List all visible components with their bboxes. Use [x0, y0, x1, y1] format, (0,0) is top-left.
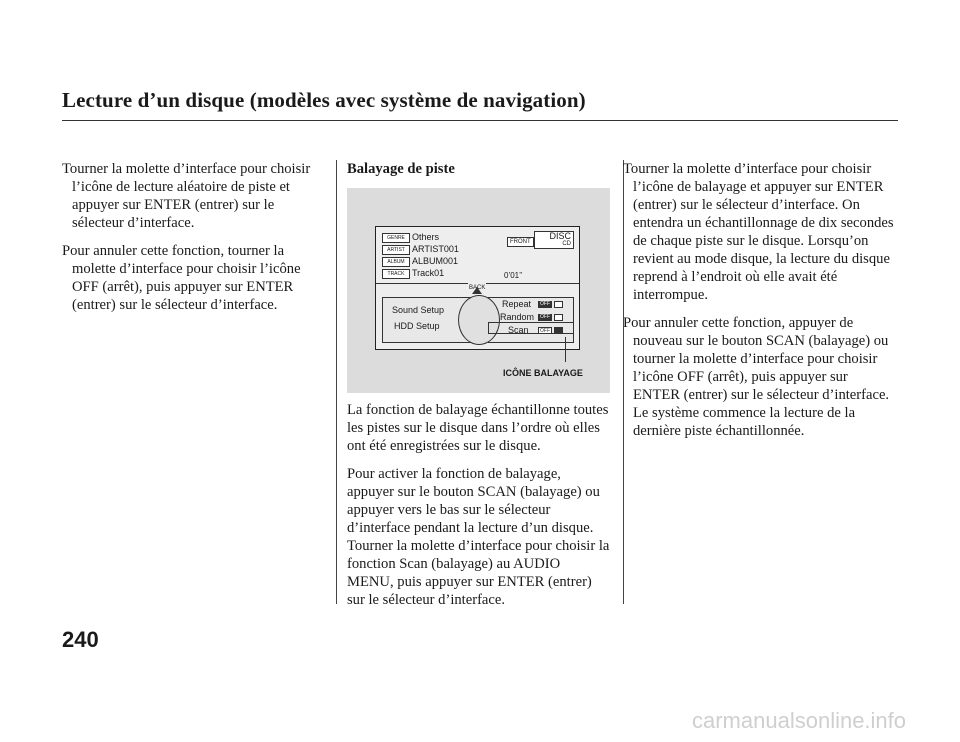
menu-item-hdd-setup: HDD Setup [394, 321, 440, 331]
interface-dial-icon [458, 295, 500, 345]
header-rule [62, 120, 898, 121]
column-divider-1 [336, 160, 337, 604]
artist-value: ARTIST001 [412, 244, 459, 254]
section-heading: Balayage de piste [347, 161, 455, 177]
album-value: ALBUM001 [412, 256, 459, 266]
figure-callout-label: ICÔNE BALAYAGE [503, 368, 583, 378]
menu-item-scan: Scan [508, 325, 529, 335]
paragraph: La fonction de balayage échantillonne toutes les pistes sur le disque dans l’ordre où elles ont été enregistrées sur le disque. [347, 402, 609, 454]
audio-menu-figure [347, 188, 610, 393]
genre-value: Others [412, 232, 440, 242]
album-tag: ALBUM [382, 257, 410, 267]
random-off-indicator: OFF [540, 314, 550, 320]
disc-badge [534, 231, 574, 249]
repeat-off-indicator: OFF [540, 301, 550, 307]
watermark: carmanualsonline.info [692, 708, 907, 733]
disc-label: DISC [549, 231, 571, 241]
menu-item-sound-setup: Sound Setup [392, 305, 445, 315]
paragraph: Tourner la molette d’interface pour choisir l’icône de lecture aléatoire de piste et appuyer sur ENTER (entrer) sur le sélecteur d’interface. [62, 161, 311, 231]
repeat-icon [554, 301, 563, 308]
front-badge: FRONT [507, 237, 534, 247]
genre-tag: GENRE [382, 233, 410, 243]
paragraph: Pour annuler cette fonction, appuyer de nouveau sur le bouton SCAN (balayage) ou tourner la molette d’interface pour choisir l’icône OFF (arrêt), puis appuyer sur ENTER (entrer) sur le sélecteur d’interface. Le système commence la lecture de la dernière piste échantillonnée. [623, 315, 890, 439]
column-middle [347, 160, 610, 619]
disc-sub-label: CD [562, 241, 571, 247]
column-left [62, 160, 324, 324]
scan-icon [554, 327, 563, 334]
track-value: Track01 [412, 268, 445, 278]
page-title: Lecture d’un disque (modèles avec système de navigation) [62, 88, 586, 112]
menu-item-repeat: Repeat [502, 299, 532, 309]
callout-line [565, 337, 566, 362]
menu-item-random: Random [500, 312, 535, 322]
back-label: BACK [468, 279, 486, 297]
paragraph: Pour annuler cette fonction, tourner la molette d’interface pour choisir l’icône OFF (arrêt), puis appuyer sur ENTER (entrer) sur le sélecteur d’interface. [62, 243, 301, 313]
column-right [623, 160, 898, 450]
track-time: 0’01’’ [504, 271, 523, 280]
track-tag: TRACK [382, 269, 410, 279]
audio-menu-screen [375, 226, 580, 350]
page-number: 240 [62, 627, 99, 652]
paragraph: Pour activer la fonction de balayage, appuyer sur le bouton SCAN (balayage) ou appuyer vers le bas sur le sélecteur d’interface pendant la lecture d’un disque. Tourner la molette d’interface pour choisir la fonction Scan (balayage) au AUDIO MENU, puis appuyer sur ENTER (entrer) sur le sélecteur d’interface. [347, 466, 610, 608]
back-arrow-icon [472, 287, 482, 294]
scan-off-indicator: OFF [540, 328, 550, 334]
artist-tag: ARTIST [382, 245, 410, 255]
paragraph: Tourner la molette d’interface pour choisir l’icône de balayage et appuyer sur ENTER (entrer) sur le sélecteur d’interface. On entendra un échantillonnage de dix secondes de chaque piste sur le disque. Lorsqu’on revient au mode disque, la lecture du disque reprend à l’endroit où elle avait été interrompue. [623, 161, 894, 303]
random-icon [554, 314, 563, 321]
